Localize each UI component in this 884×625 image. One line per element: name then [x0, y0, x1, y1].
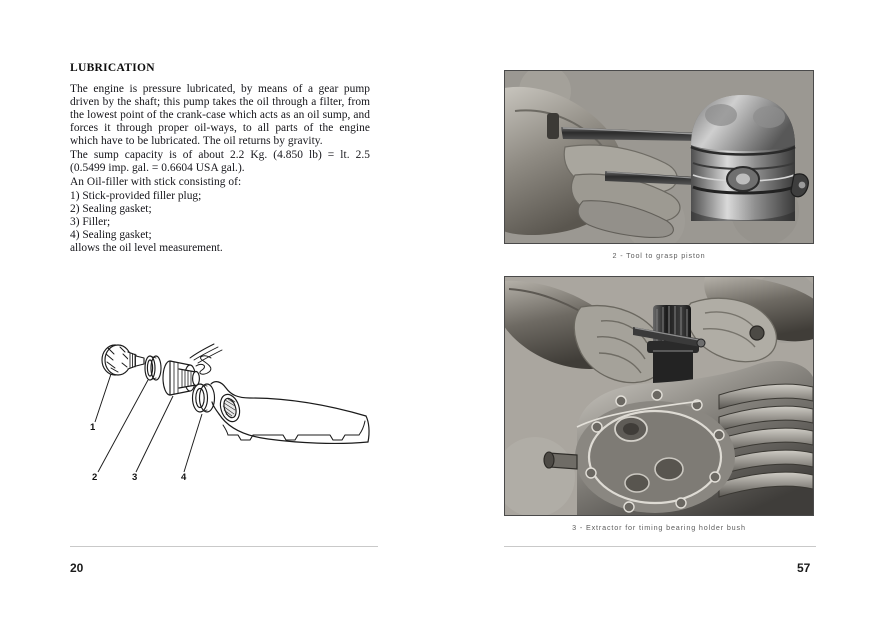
page-title: LUBRICATION	[70, 62, 155, 74]
photo-frame	[504, 70, 814, 244]
figure-tool-to-grasp-piston	[504, 70, 814, 260]
diagram-callout-1: 1	[90, 422, 96, 433]
photo-extractor-crankcase	[505, 277, 813, 515]
footer-rule-left	[70, 546, 378, 547]
diagram-callout-3: 3	[132, 472, 138, 483]
list-item: 1) Stick-provided filler plug;	[70, 190, 202, 202]
oil-filler-exploded-diagram	[78, 336, 378, 496]
diagram-callout-2: 2	[92, 472, 98, 483]
diagram-callout-4: 4	[181, 472, 187, 483]
footer-rule-right	[504, 546, 816, 547]
closing-line: allows the oil level measurement.	[70, 242, 223, 254]
paragraph-oil-filler-intro: An Oil-filler with stick consisting of:	[70, 176, 242, 188]
paragraph-sump-capacity: The sump capacity is of about 2.2 Kg. (4.850 lb) = lt. 2.5 (0.5499 imp. gal. = 0.6604 USA gal.).	[70, 149, 370, 174]
right-page	[442, 0, 884, 625]
paragraph-lubrication-overview: The engine is pressure lubricated, by means of a gear pump driven by the shaft; this pump takes the oil through a filter, from the lowest point of the crank-case which acts as an oil sump, and forces it through proper oil-ways, to all parts of the engine which have to be lubricated. The oil returns by gravity.	[70, 83, 370, 147]
page-number-left: 20	[70, 561, 84, 575]
photo-tool-grasp-piston	[505, 71, 813, 243]
lubrication-text-column	[70, 62, 370, 255]
list-item: 4) Sealing gasket;	[70, 229, 152, 241]
figure-extractor-timing-bearing	[504, 276, 814, 532]
photo-frame	[504, 276, 814, 516]
page-number-right: 57	[797, 561, 811, 575]
figure-caption: 3 - Extractor for timing bearing holder bush	[572, 523, 746, 532]
list-item: 3) Filler;	[70, 216, 111, 228]
figure-caption: 2 - Tool to grasp piston	[612, 251, 706, 260]
list-item: 2) Sealing gasket;	[70, 203, 152, 215]
oil-filler-drawing	[78, 336, 378, 496]
